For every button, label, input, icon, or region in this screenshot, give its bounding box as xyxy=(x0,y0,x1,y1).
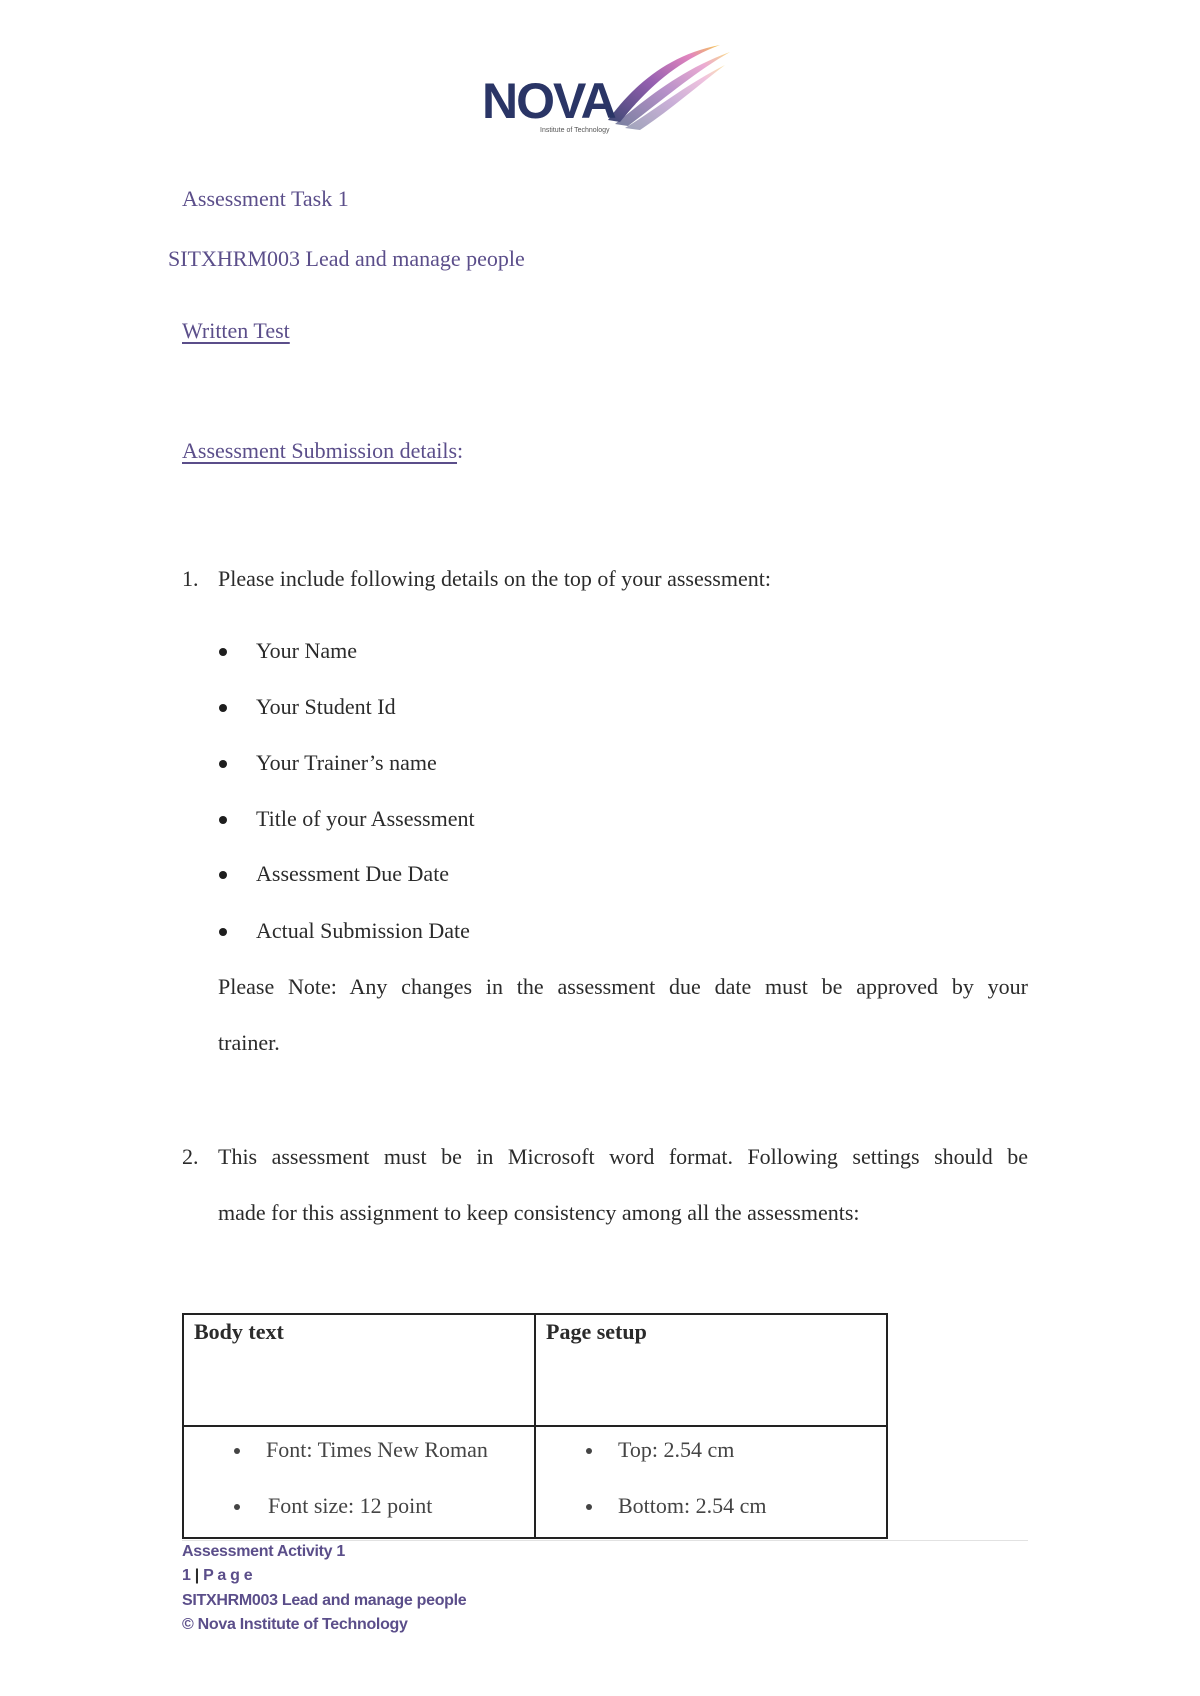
list-item: Bottom: 2.54 cm xyxy=(618,1493,767,1518)
table-header-cell xyxy=(183,1314,535,1426)
bullet-dot-icon xyxy=(219,760,227,768)
bullet-dot-icon xyxy=(219,871,227,879)
list-item: Font size: 12 point xyxy=(268,1493,433,1518)
footer-activity: Assessment Activity 1 xyxy=(182,1543,345,1560)
list-item: Top: 2.54 cm xyxy=(618,1437,735,1462)
body-text-header: Body text xyxy=(194,1319,284,1344)
bullet-dot-icon xyxy=(219,704,227,712)
bullet-dot-icon xyxy=(234,1448,240,1454)
footer-unit: SITXHRM003 Lead and manage people xyxy=(182,1592,467,1609)
page-setup-header: Page setup xyxy=(546,1319,647,1344)
list-item: Your Student Id xyxy=(256,694,396,719)
footer-copyright: © Nova Institute of Technology xyxy=(182,1616,408,1633)
svg-text:Institute of Technology: Institute of Technology xyxy=(540,127,610,134)
bullet-dot-icon xyxy=(586,1504,592,1510)
item1-text: Please include following details on the top of your assessment: xyxy=(218,566,771,591)
list-item: Actual Submission Date xyxy=(256,918,470,943)
settings-table xyxy=(182,1313,888,1539)
bullet-dot-icon xyxy=(219,648,227,656)
bullet-dot-icon xyxy=(219,816,227,824)
nova-swoosh-icon xyxy=(480,40,740,140)
item2-line-1: This assessment must be in Microsoft word format. Following settings should be xyxy=(218,1144,1028,1169)
list-item: Assessment Due Date xyxy=(256,861,450,886)
footer-page-number: 1 | P a g e xyxy=(182,1567,253,1584)
list-item: Font: Times New Roman xyxy=(266,1437,488,1462)
bullet-dot-icon xyxy=(219,928,227,936)
bullet-dot-icon xyxy=(234,1504,240,1510)
page-setup-cell xyxy=(535,1426,887,1538)
table-header-row xyxy=(183,1314,887,1426)
footer-divider xyxy=(182,1540,1028,1541)
item1-number: 1. xyxy=(182,566,199,591)
unit-title: SITXHRM003 Lead and manage people xyxy=(168,246,525,271)
list-item: Your Name xyxy=(256,638,358,663)
written-test-heading: Written Test xyxy=(182,318,290,343)
note-line-1: Please Note: Any changes in the assessment due date must be approved by your xyxy=(218,974,1028,999)
note-line-2: trainer. xyxy=(218,1030,280,1055)
table-header-cell xyxy=(535,1314,887,1426)
table-row xyxy=(183,1426,887,1538)
list-item: Your Trainer’s name xyxy=(256,750,437,775)
item2-number: 2. xyxy=(182,1144,199,1169)
item2-line-2: made for this assignment to keep consistency among all the assessments: xyxy=(218,1200,860,1225)
body-text-cell xyxy=(183,1426,535,1538)
bullet-dot-icon xyxy=(586,1448,592,1454)
list-item: Title of your Assessment xyxy=(256,806,475,831)
assessment-task-title: Assessment Task 1 xyxy=(182,186,349,211)
nova-logo xyxy=(480,40,740,140)
submission-details-heading: Assessment Submission details: xyxy=(182,438,464,463)
svg-text:NOVA: NOVA xyxy=(482,73,615,129)
